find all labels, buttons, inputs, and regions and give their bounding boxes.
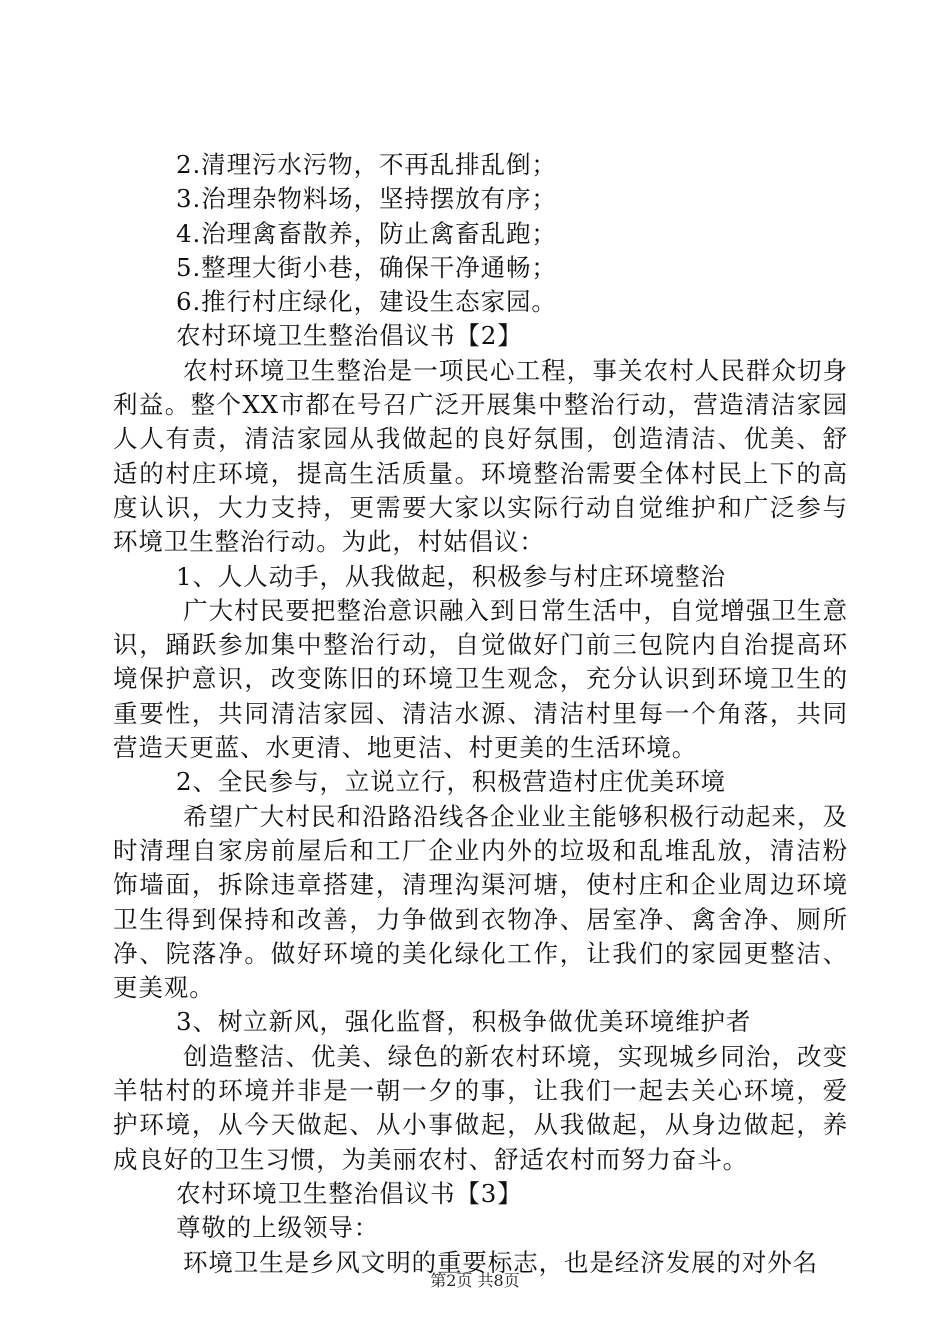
body-paragraph: 环境卫生是乡风文明的重要标志，也是经济发展的对外名 (183, 1247, 818, 1277)
body-paragraph: 广大村民要把整治意识融入到日常生活中，自觉增强卫生意识，踊跃参加集中整治行动，自觉做好门前三包院内自治提高环境保护意识，改变陈旧的环境卫生观念，充分认识到环境卫生的重要性，共同清洁家园、清洁水源、清洁村里每一个角落，共同营造天更蓝、水更清、地更洁、村更美的生活环境。 (113, 595, 848, 763)
subsection-heading: 3、树立新风，强化监督，积极争做优美环境维护者 (176, 1007, 752, 1037)
list-item: 2.清理污水污物，不再乱排乱倒； (176, 150, 557, 179)
document-body (113, 148, 848, 1280)
section-title: 农村环境卫生整治倡议书【2】 (176, 321, 523, 351)
subsection-heading: 2、全民参与，立说立行，积极营造村庄优美环境 (176, 767, 726, 797)
list-item: 5.整理大街小巷，确保干净通畅； (176, 252, 557, 282)
list-item: 4.治理禽畜散养，防止禽畜乱跑； (176, 218, 557, 248)
salutation: 尊敬的上级领导： (176, 1213, 380, 1243)
body-paragraph: 希望广大村民和沿路沿线各企业业主能够积极行动起来，及时清理自家房前屋后和工厂企业内外的垃圾和乱堆乱放，清洁粉饰墙面，拆除违章搭建，清理沟渠河塘，使村庄和企业周边环境卫生得到保持和改善，力争做到衣物净、居室净、禽舍净、厕所净、院落净。做好环境的美化绿化工作，让我们的家园更整洁、更美观。 (113, 801, 848, 1003)
body-paragraph: 创造整洁、优美、绿色的新农村环境，实现城乡同治，改变羊牯村的环境并非是一朝一夕的事，让我们一起去关心环境，爱护环境，从今天做起、从小事做起，从我做起，从身边做起，养成良好的卫生习惯，为美丽农村、舒适农村而努力奋斗。 (113, 1041, 848, 1174)
list-item: 6.推行村庄绿化，建设生态家园。 (176, 287, 557, 317)
section-title: 农村环境卫生整治倡议书【3】 (176, 1178, 523, 1208)
list-item: 3.治理杂物料场，坚持摆放有序； (176, 184, 557, 214)
body-paragraph: 农村环境卫生整治是一项民心工程，事关农村人民群众切身利益。整个XX市都在号召广泛开展集中整治行动，营造清洁家园人人有责，清洁家园从我做起的良好氛围，创造清洁、优美、舒适的村庄环境，提高生活质量。环境整治需要全体村民上下的高度认识，大力支持，更需要大家以实际行动自觉维护和广泛参与环境卫生整治行动。为此，村姑倡议： (113, 355, 848, 557)
page-number-footer: 第2页 共8页 (430, 1271, 520, 1290)
subsection-heading: 1、人人动手，从我做起，积极参与村庄环境整治 (176, 561, 726, 591)
